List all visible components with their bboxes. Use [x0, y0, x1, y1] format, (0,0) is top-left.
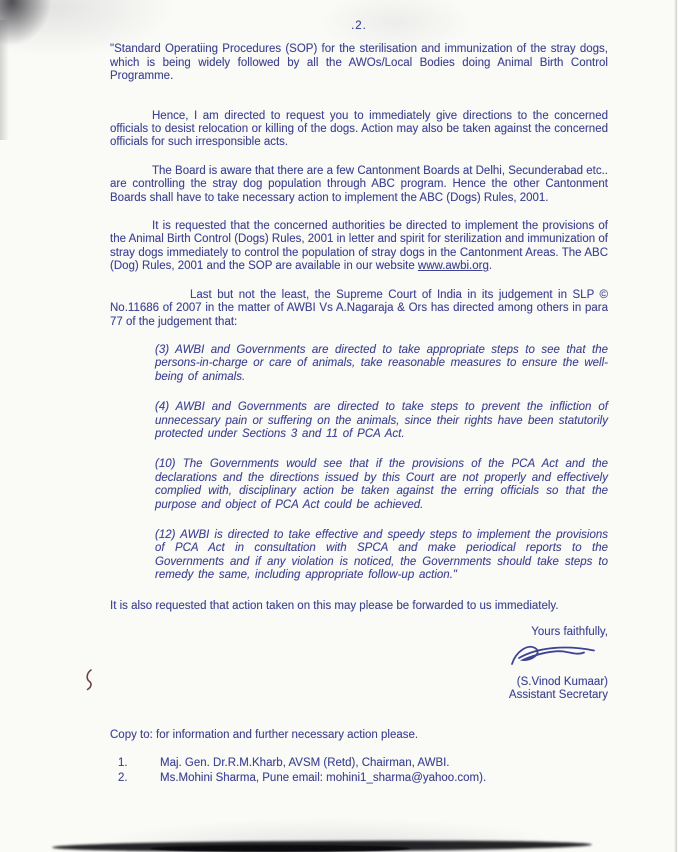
judgement-quote-10: (10) The Governments would see that if the provisions of the PCA Act and the declarations and the directions issued by this Court are not properly and effectively complied with, disciplinary action be taken against the erring officials so that the purpose and object of PCA Act could be achieved. — [155, 458, 608, 511]
list-item-text: Maj. Gen. Dr.R.M.Kharb, AVSM (Retd), Chairman, AWBI. — [160, 757, 450, 770]
paragraph-sop: "Standard Operatiing Procedures (SOP) for the sterilisation and immunization of the stray dogs, which is being widely followed by all the AWOs/Local Bodies doing Animal Birth Control Programme. — [110, 43, 608, 83]
copy-to-block — [110, 729, 608, 786]
closing-block — [110, 626, 608, 703]
copy-to-label: Copy to: for information and further necessary action please. — [110, 728, 419, 741]
judgement-quote-4: (4) AWBI and Governments are directed to take steps to prevent the infliction of unnecessary pain or suffering on the animals, since their rights have been statutorily protected under Sections 3 and 11 of PCA Act. — [155, 401, 608, 440]
scan-smudge-top-left — [0, 0, 61, 60]
paragraph-directions-request: Hence, I am directed to request you to immediately give directions to the concerned officials to desist relocation or killing of the dogs. Action may also be taken against the concerned officials for such irresponsible acts. — [110, 109, 608, 149]
letter-body — [110, 20, 608, 786]
paragraph-abc-rules-implementation — [110, 220, 608, 274]
list-item-number: 1. — [118, 757, 128, 770]
page-number: .2. — [351, 20, 367, 32]
judgement-quote-12: (12) AWBI is directed to take effective and speedy steps to implement the provisions of PCA Act in consultation with SPCA and make periodical reports to the Governments and if any violation is noticed, the Governments should take steps to remedy the same, including appropriate follow-up action." — [155, 528, 608, 582]
paragraph-text: It is requested that the concerned authorities be directed to implement the provisions of the Animal Birth Control (Dogs) Rules, 2001 in letter and spirit for sterilization and immunization of stray dogs immediately to control the population of stray dogs in the Cantonment Areas. The ABC (Dog) Rules, 2001 and the SOP are available in our website — [110, 220, 608, 273]
page-edge-shadow — [674, 0, 677, 852]
list-item — [110, 771, 608, 786]
list-item — [110, 756, 608, 771]
paragraph-text-tail: . — [488, 260, 493, 273]
scan-smear-bottom-dark — [150, 845, 410, 852]
list-item-number: 2. — [118, 772, 128, 785]
closing-title: Assistant Secretary — [508, 689, 608, 702]
scan-streak-left-edge — [0, 20, 9, 140]
judgement-quote-3: (3) AWBI and Governments are directed to take appropriate steps to see that the persons-in-charge or care of animals, take reasonable measures to ensure the well-being of animals. — [155, 343, 608, 383]
paragraph-supreme-court-judgement: Last but not the least, the Supreme Court of India in its judgement in SLP © No.11686 of 2007 in the matter of AWBI Vs A.Nagaraja & Ors has directed among others in para 77 of the judgement that: — [110, 288, 608, 328]
signature-scribble — [110, 641, 600, 675]
closing-salutation: Yours faithfully, — [531, 626, 608, 638]
closing-name: (S.Vinod Kumaar) — [516, 675, 608, 688]
list-item-text: Ms.Mohini Sharma, Pune email: mohini1_sharma@yahoo.com). — [160, 772, 487, 785]
awbi-website-link[interactable]: www.awbi.org — [417, 260, 489, 273]
copy-to-list — [110, 756, 608, 786]
pen-mark — [82, 668, 97, 697]
paragraph-cantonment-boards: The Board is aware that there are a few Cantonment Boards at Delhi, Secunderabad etc.. are controlling the stray dog population through ABC program. Hence the other Cantonment Boards shall have to take necessary action to implement the ABC (Dogs) Rules, 2001. — [110, 164, 608, 204]
paragraph-action-taken: It is also requested that action taken on this may please be forwarded to us immediately. — [110, 599, 559, 612]
